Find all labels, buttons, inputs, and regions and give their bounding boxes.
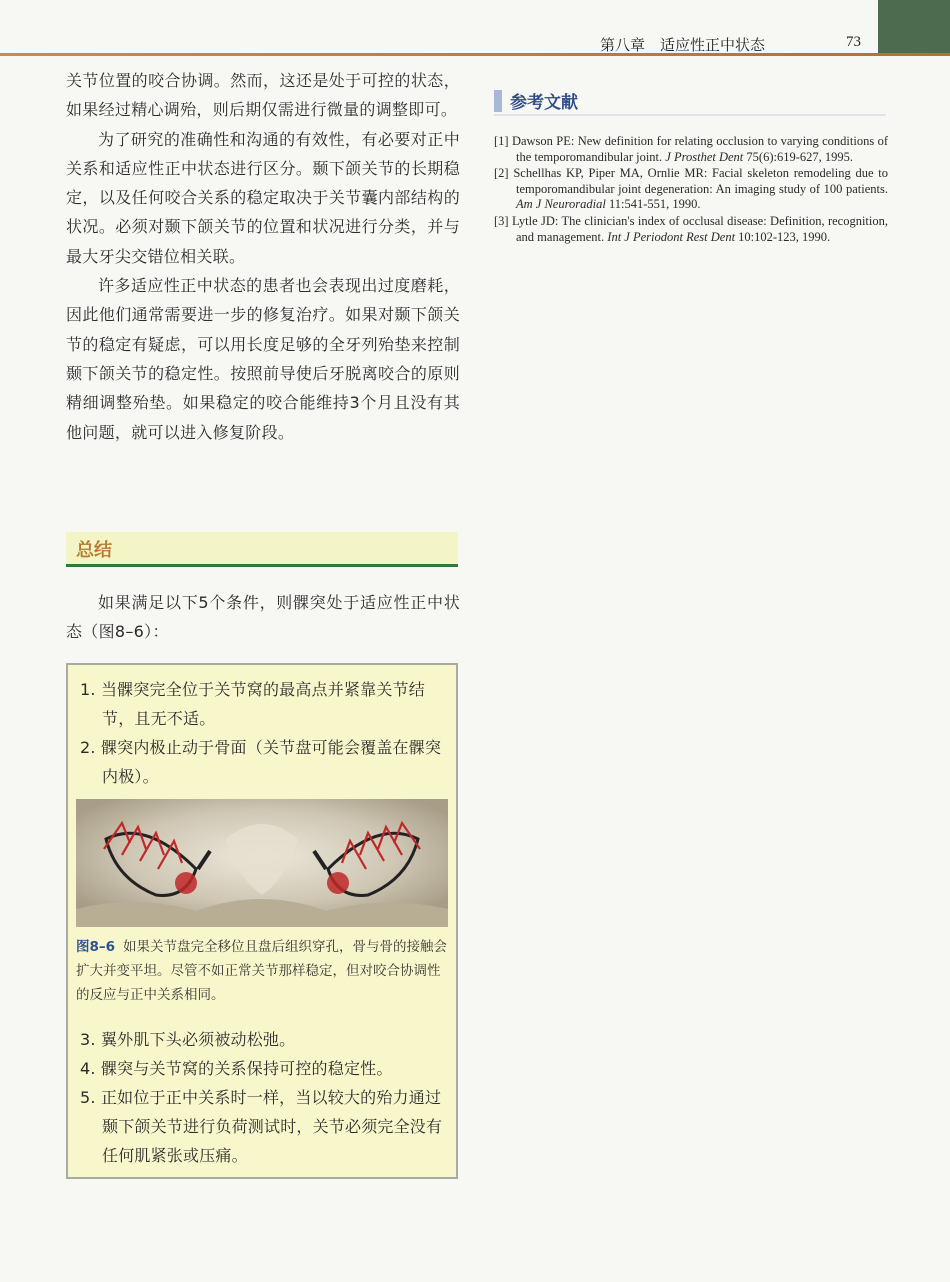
conditions-list <box>80 1025 450 1170</box>
references-list <box>494 134 888 246</box>
paragraph: 为了研究的准确性和沟通的有效性，有必要对正中关系和适应性正中状态进行区分。颞下颌关节的长期稳定，以及任何咬合关系的稳定取决于关节囊内部结构的状况。必须对颞下颌关节的位置和状况进行分类，并与最大牙尖交错位相关联。 <box>66 129 460 266</box>
reference-tail: 75(6):619-627, 1995. <box>743 149 853 164</box>
body-text <box>66 66 460 447</box>
reference-tail: 10:102-123, 1990. <box>735 229 831 244</box>
reference-journal: Am J Neuroradial <box>516 197 606 212</box>
tmj-xray-illustration-icon <box>76 799 448 927</box>
reference-text: Dawson PE: New definition for relating occlusion to varying conditions of the temporomandibular joint. <box>511 134 888 164</box>
list-item: 4. 髁突与关节窝的关系保持可控的稳定性。 <box>80 1059 393 1078</box>
reference-text: Schellhas KP, Piper MA, Ornlie MR: Facial skeleton remodeling due to temporomandibular joint degeneration: An imaging study of 100 patients. <box>513 166 888 196</box>
header-divider <box>0 53 950 56</box>
list-item: 3. 翼外肌下头必须被动松弛。 <box>80 1030 296 1049</box>
figure-caption <box>76 935 452 1007</box>
reference-item <box>494 166 888 213</box>
conditions-box <box>66 663 458 1179</box>
list-item: 1. 当髁突完全位于关节窝的最高点并紧靠关节结节，且无不适。 <box>80 680 425 728</box>
reference-number: [2] <box>494 166 509 181</box>
references-header <box>494 88 886 116</box>
reference-text: Lytle JD: The clinician's index of occlusal disease: Definition, recognition, and management. <box>511 213 888 244</box>
summary-intro <box>66 588 460 647</box>
summary-title: 总结 <box>76 540 112 561</box>
list-item: 2. 髁突内极止动于骨面（关节盘可能会覆盖在髁突内极）。 <box>80 738 442 786</box>
summary-section-header <box>66 532 458 567</box>
references-title: 参考文献 <box>510 93 578 113</box>
list-item: 5. 正如位于正中关系时一样，当以较大的殆力通过颞下颌关节进行负荷测试时，关节必须完全没有任何肌紧张或压痛。 <box>80 1088 443 1165</box>
page-number: 73 <box>846 34 861 50</box>
page-header <box>0 0 950 54</box>
paragraph: 关节位置的咬合协调。然而，这还是处于可控的状态，如果经过精心调殆，则后期仅需进行微量的调整即可。 <box>66 71 460 120</box>
reference-journal: J Prosthet Dent <box>665 149 744 164</box>
figure-label: 图8–6 <box>76 939 116 955</box>
reference-number: [3] <box>494 213 509 228</box>
section-marker <box>494 90 502 112</box>
chapter-title: 第八章 适应性正中状态 <box>600 36 766 54</box>
reference-item <box>494 214 888 245</box>
chapter-corner-tab <box>878 0 950 53</box>
tmj-figure <box>76 799 448 927</box>
reference-number: [1] <box>494 134 509 148</box>
paragraph: 如果满足以下5个条件，则髁突处于适应性正中状态（图8–6）： <box>66 593 460 642</box>
paragraph: 许多适应性正中状态的患者也会表现出过度磨耗，因此他们通常需要进一步的修复治疗。如果对颞下颌关节的稳定有疑虑，可以用长度足够的全牙列殆垫来控制颞下颌关节的稳定性。按照前导使后牙脱离咬合的原则精细调整殆垫。如果稳定的咬合能维持3个月且没有其他问题，就可以进入修复阶段。 <box>66 276 460 442</box>
figure-caption-text: 如果关节盘完全移位且盘后组织穿孔，骨与骨的接触会扩大并变平坦。尽管不如正常关节那样稳定，但对咬合协调性的反应与正中关系相同。 <box>76 939 448 1003</box>
reference-journal: Int J Periodont Rest Dent <box>607 229 736 244</box>
reference-tail: 11:541-551, 1990. <box>605 197 701 212</box>
conditions-list <box>80 675 450 791</box>
reference-item <box>494 134 888 165</box>
